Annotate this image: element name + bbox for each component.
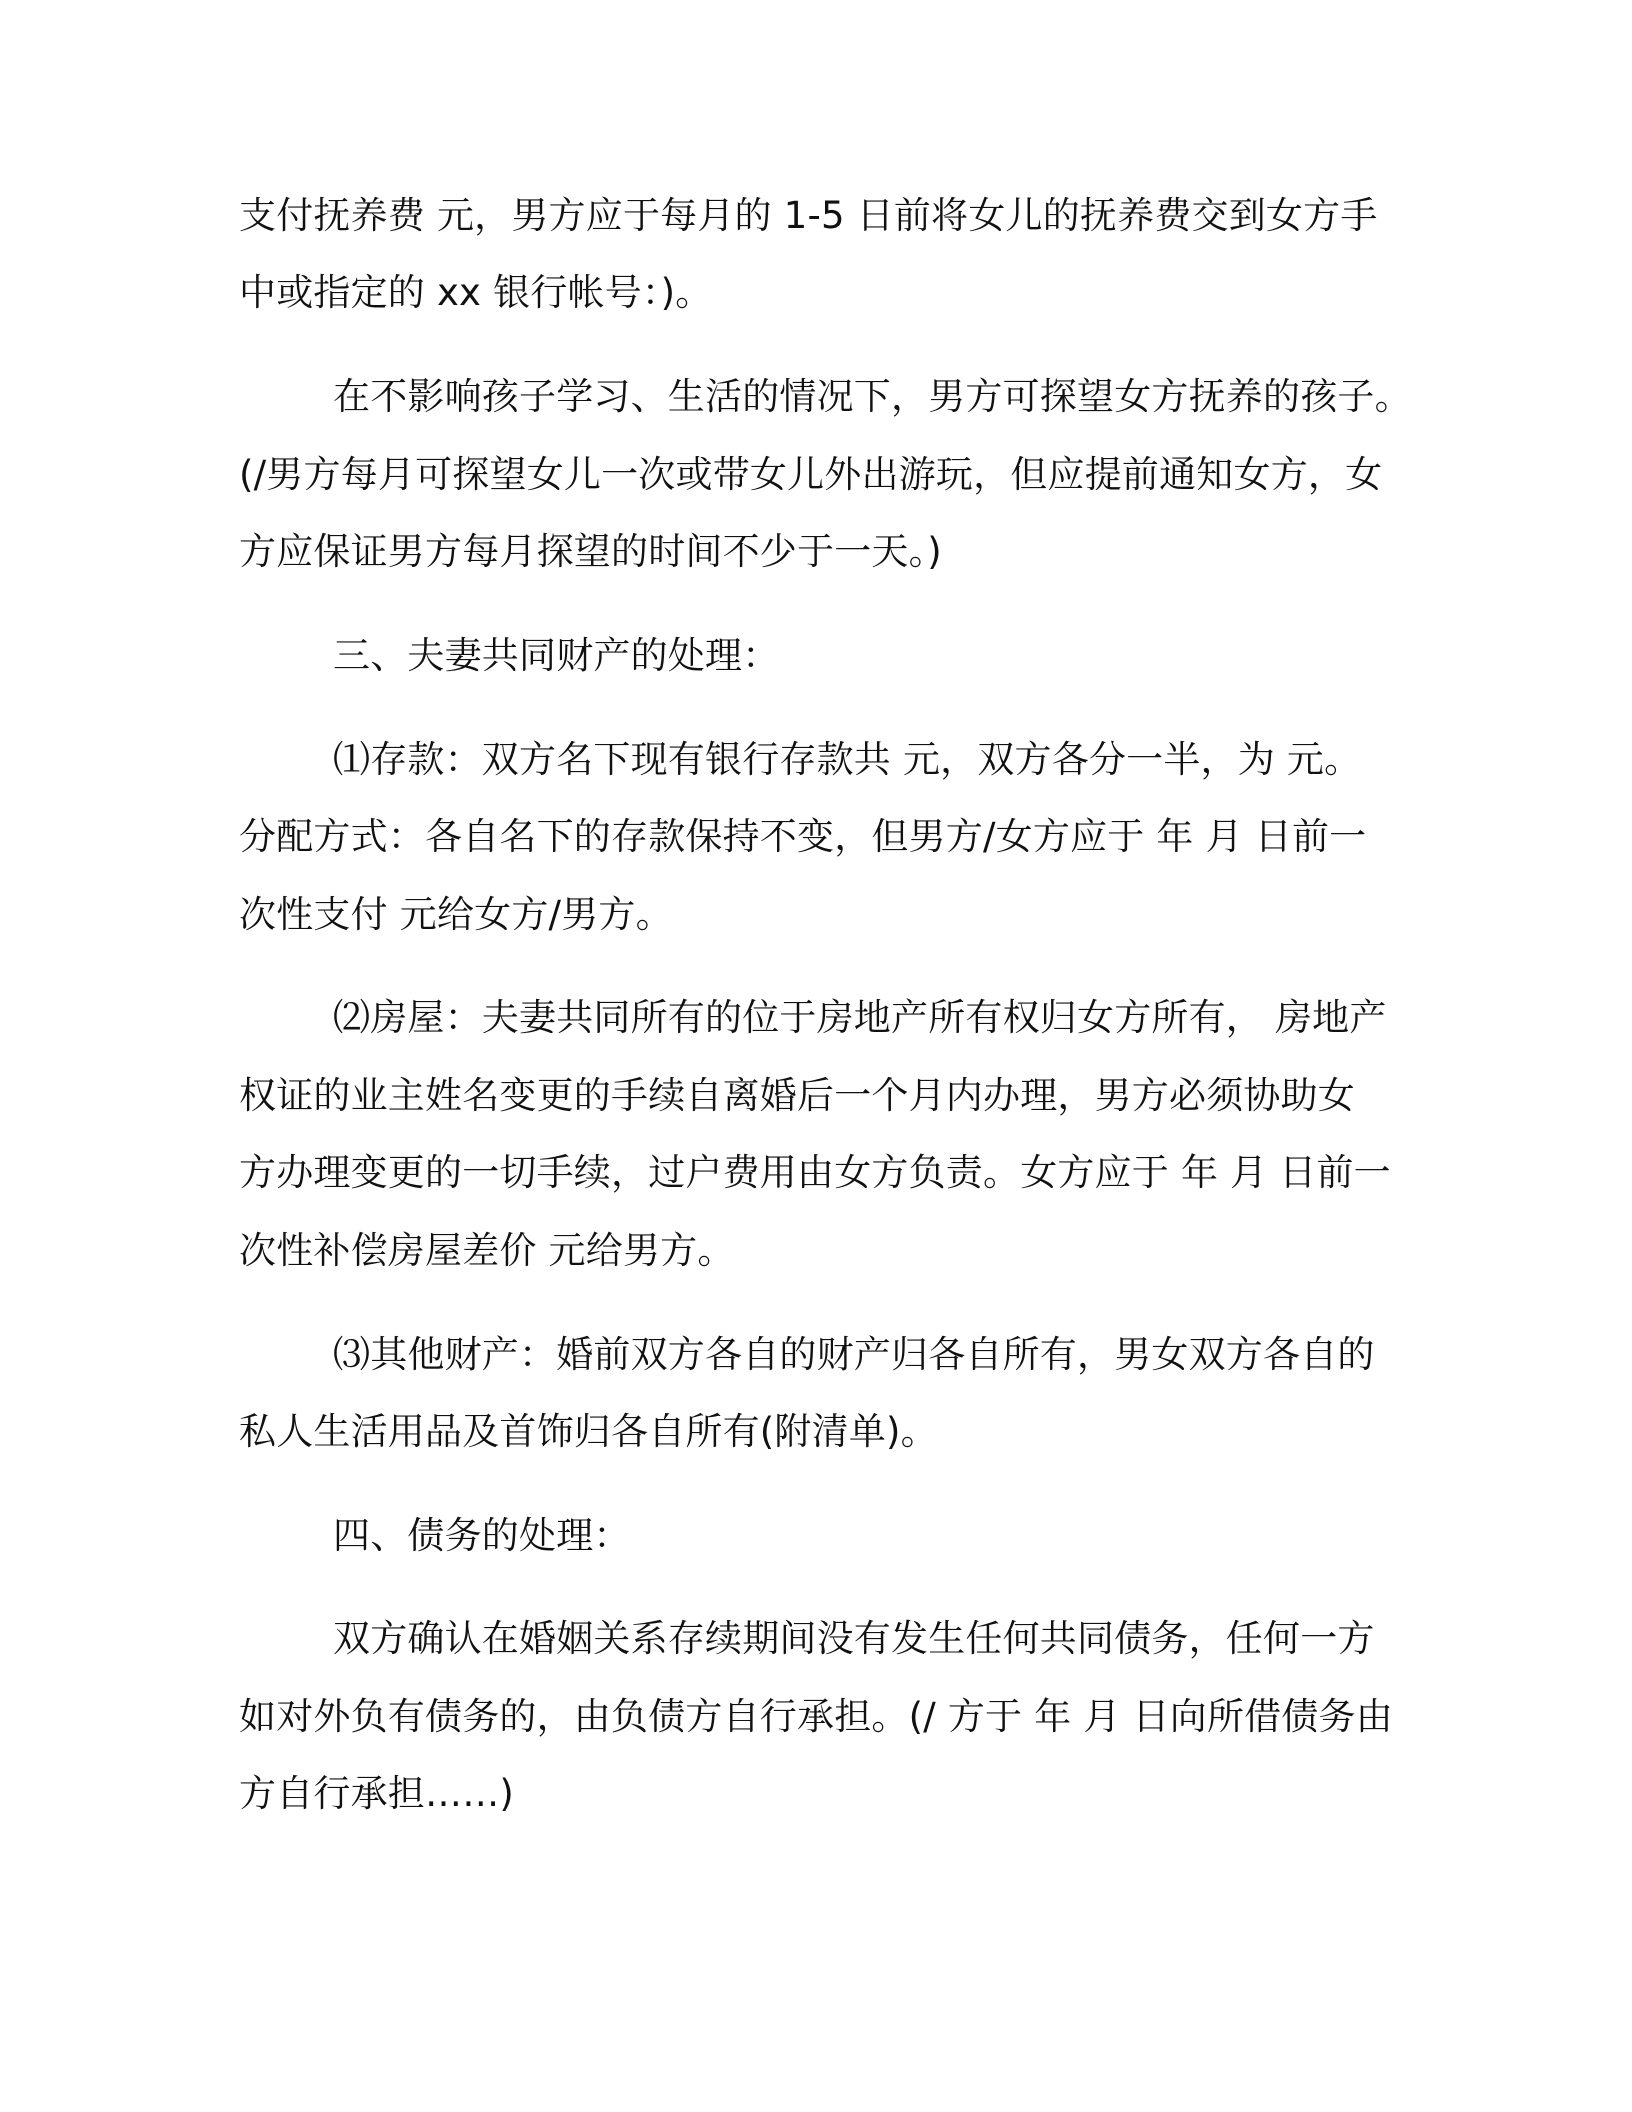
house-line-1: ⑵房屋：夫妻共同所有的位于房地产所有权归女方所有， 房地产	[333, 996, 1387, 1039]
house-line-3: 方办理变更的一切手续，过户费用由女方负责。女方应于 年 月 日前一	[239, 1151, 1391, 1194]
visitation-line-1: 在不影响孩子学习、生活的情况下，男方可探望女方抚养的孩子。	[333, 375, 1412, 418]
other-property-line-1: ⑶其他财产：婚前双方各自的财产归各自所有，男女双方各自的	[333, 1333, 1375, 1376]
savings-line-3: 次性支付 元给女方/男方。	[239, 893, 673, 936]
visitation-line-3: 方应保证男方每月探望的时间不少于一天。)	[239, 530, 942, 573]
debts-line-2: 如对外负有债务的，由负债方自行承担。(/ 方于 年 月 日向所借债务由	[239, 1695, 1393, 1738]
child-support-line-2: 中或指定的 xx 银行帐号：)。	[239, 271, 713, 314]
visitation-line-2: (/男方每月可探望女儿一次或带女儿外出游玩，但应提前通知女方，女	[239, 453, 1383, 496]
savings-line-2: 分配方式：各自名下的存款保持不变，但男方/女方应于 年 月 日前一	[239, 815, 1367, 858]
savings-line-1: ⑴存款：双方名下现有银行存款共 元，双方各分一半，为 元。	[333, 738, 1362, 781]
house-line-4: 次性补偿房屋差价 元给男方。	[239, 1229, 735, 1272]
child-support-line-1: 支付抚养费 元，男方应于每月的 1-5 日前将女儿的抚养费交到女方手	[239, 194, 1378, 237]
debts-line-3: 方自行承担……)	[239, 1772, 515, 1815]
section-heading-debts: 四、债务的处理：	[333, 1514, 631, 1557]
other-property-line-2: 私人生活用品及首饰归各自所有(附清单)。	[239, 1410, 938, 1453]
house-line-2: 权证的业主姓名变更的手续自离婚后一个月内办理，男方必须协助女	[239, 1074, 1355, 1117]
section-heading-joint-property: 三、夫妻共同财产的处理：	[333, 634, 780, 677]
debts-line-1: 双方确认在婚姻关系存续期间没有发生任何共同债务，任何一方	[333, 1617, 1375, 1660]
